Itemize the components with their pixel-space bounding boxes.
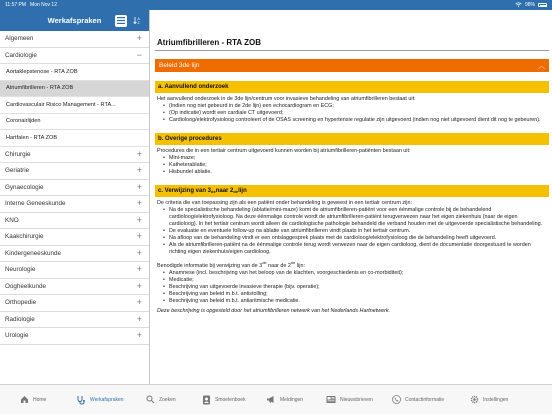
tab-werkafspraken[interactable] [76,385,146,414]
contacts-book-icon [202,395,211,405]
category-label: Kindergeneeskunde [5,249,62,257]
plus-icon: + [136,198,142,209]
tab-label: Instellingen [483,396,509,403]
subitem-label: Hartfalen - RTA ZOB [6,134,58,141]
tab-meldingen[interactable] [266,385,326,414]
category-cardiologie[interactable] [0,48,149,65]
plus-icon: + [136,297,142,308]
tab-home[interactable] [20,385,76,414]
list-item: • Na de specialistische behandeling (ablatie/mini-maze) komt de atriumfibrilleren-patiënt voor een éénmalige controle bij de behandelend cardioloog/elektrofysioloog. Na deze éénmalige controle wordt de atriumfibrilleren-patiënt terugverwezen naar het eigen ziekenhuis (naar de eigen cardioloog). In het tertiair centrum wordt alleen de cardiologische pathologie behandeld die verband houden met de uitgevoerde specialistische behandeling. [163,207,547,228]
category-radiologie[interactable] [0,312,149,329]
minus-icon: − [136,49,142,60]
tab-nieuwsbrieven[interactable] [326,385,392,414]
subsection-c-title-sup1: de [211,188,216,194]
list-item: • Na afloop van de behandeling vindt er een ontslaggesprek plaats met de cardioloog/elektrofysioloog die de behandeling heeft uitgevoerd. [163,235,547,242]
status-time: 11:57 PM [5,2,27,8]
category-label: Radiologie [5,315,35,323]
plus-icon: + [136,165,142,176]
plus-icon: + [136,330,142,341]
subsection-b-intro: Procedures die in een tertiair centrum uitgevoerd kunnen worden bij atriumfibrilleren-patiënten bestaan uit: [157,148,411,154]
tab-label: Nieuwsbrieven [340,396,373,403]
list-item: • De evaluatie en eventuele follow-up na ablatie van atriumfibrilleren vindt plaats in het tertiair centrum. [163,228,547,235]
category-label: Oogheelkunde [5,282,46,290]
plus-icon: + [136,313,142,324]
section-label: Beleid 3de lijn [159,62,200,69]
category-label: Gynaecologie [5,183,44,191]
subitem-coronairlijden[interactable] [0,114,149,131]
list-icon [117,17,125,24]
chevron-up-icon: ︿ [538,62,545,70]
subsection-c-info [155,256,549,270]
info-mid: naar de 2 [266,262,291,269]
list-item: • Hisbundel ablatie. [163,169,547,176]
list-item: • Medicatie; [163,277,547,284]
category-kindergeneeskunde[interactable] [0,246,149,263]
subsection-b-header: b. Overige procedures [155,133,549,145]
subitem-atriumfibrilleren[interactable] [0,81,149,98]
subsection-c-info-list [155,270,549,305]
plus-icon: + [136,181,142,192]
subitem-cardiovasculair-risico[interactable] [0,97,149,114]
subitem-label: Coronairlijden [6,118,41,125]
subitem-label: Cardiovasculair Risico Management - RTA... [6,101,116,108]
search-icon [146,395,155,404]
list-item: • (Op indicatie) wordt een cardiale CT uitgevoerd; [163,110,547,117]
category-label: Cardiologie [5,51,37,59]
battery-icon [538,3,547,7]
subsection-b-list [155,155,549,176]
svg-text:A: A [137,17,140,21]
category-geriatrie[interactable] [0,163,149,180]
subitem-aortaklepstenose[interactable] [0,64,149,81]
subsection-c-title-mid: naar 2 [215,188,234,194]
tab-instellingen[interactable] [470,385,530,414]
document-title: Atriumfibrilleren - RTA ZOB [155,36,549,51]
panel-header [0,10,149,31]
home-icon [20,395,29,404]
plus-icon: + [136,280,142,291]
category-label: Algemeen [5,35,34,43]
category-gynaecologie[interactable] [0,180,149,197]
sort-icon [133,16,142,25]
category-list [0,31,149,345]
list-item: • Mini-maze; [163,155,547,162]
category-urologie[interactable] [0,328,149,345]
stethoscope-icon [76,395,86,405]
list-item: • Als de atriumfibrilleren-patiënt na de éénmalige controle terug wordt verwezen naar de eigen cardioloog, dient de documentatie doorgestuurd te worden richting eigen ziekenhuis/eigen cardioloog. [163,242,547,256]
subsection-a-list [155,103,549,124]
wifi-icon [515,2,522,9]
list-view-button[interactable] [115,15,127,27]
category-label: Geriatrie [5,167,30,175]
info-sup2: de [290,260,296,265]
tab-label: Smoelenboek [215,396,246,403]
subsection-a-intro: Het aanvullend onderzoek in de 3de lijn/centrum voor invasieve behandeling van atriumfibrilleren bestaat uit: [157,96,416,102]
category-chirurgie[interactable] [0,147,149,164]
plus-icon: + [136,148,142,159]
subsection-c-title-pre: c. Verwijzing van 3 [158,188,212,194]
battery-percent: 98% [524,2,535,8]
category-label: Chirurgie [5,150,31,158]
gear-icon [470,395,479,404]
list-item: • Katheterablatie; [163,162,547,169]
category-panel [0,10,150,384]
tab-smoelenboek[interactable] [202,385,266,414]
tab-zoeken[interactable] [146,385,202,414]
category-neurologie[interactable] [0,262,149,279]
plus-icon: + [136,264,142,275]
category-orthopedie[interactable] [0,295,149,312]
category-algemeen[interactable] [0,31,149,48]
category-label: Urologie [5,332,29,340]
newsletter-icon [326,395,336,404]
category-label: KNO [5,216,19,224]
category-label: Neurologie [5,266,36,274]
sort-button[interactable] [131,15,143,27]
section-header[interactable] [155,59,549,72]
status-bar [0,0,552,10]
list-item: • Cardioloog/elektrofysioloog controleert of de OSAS screening en hypertensie regulatie zijn uitgevoerd (indien nog niet uitgevoerd dient dit nog te gebeuren). [163,117,547,124]
megaphone-icon [266,395,276,404]
category-label: Kaakchirurgie [5,233,44,241]
tab-label: Home [33,396,47,403]
subitem-label: Aortaklepstenose - RTA ZOB [6,68,78,75]
subsection-c-list [155,207,549,256]
plus-icon: + [136,231,142,242]
tab-label: Werkafspraken [90,396,124,403]
list-item: • Beschrijving van beleid m.b.t. antiaritmische medicatie. [163,298,547,305]
subsection-a-header: a. Aanvullend onderzoek [155,81,549,93]
info-post: lijn: [295,262,305,269]
plus-icon: + [136,247,142,258]
plus-icon: + [136,214,142,225]
list-item: • (Indien nog niet gebeurd in de 2de lijn) een echocardiogram en ECG; [163,103,547,110]
list-item: • Beschrijving van uitgevoerde invasieve therapie (bijv. operatie); [163,284,547,291]
document-view[interactable] [151,10,552,384]
subitem-label: Atriumfibrilleren - RTA ZOB [6,85,74,92]
category-kaakchirurgie[interactable] [0,229,149,246]
category-interne-geneeskunde[interactable] [0,196,149,213]
status-date: Mon Nov 12 [30,2,57,8]
phone-icon [392,395,401,404]
footer-note: Deze beschrijving is opgesteld door het atriumfibrilleren netwerk van het Nederlands Hartnetwerk. [157,307,391,314]
subsection-c-header [155,185,549,197]
subsection-c-title-post: lijn [238,188,247,194]
category-label: Interne Geneeskunde [5,200,66,208]
panel-title: Werkafspraken [47,16,102,25]
tab-label: Contactinformatie [405,396,445,403]
subsection-c-intro: De criteria die van toepassing zijn als een patiënt onder behandeling is geweest in een tertiair centrum zijn: [157,200,413,206]
info-sup1: de [262,260,267,265]
category-oogheelkunde[interactable] [0,279,149,296]
tab-label: Meldingen [280,396,304,403]
tab-bar [0,384,552,414]
category-label: Orthopedie [5,299,37,307]
tab-contactinformatie[interactable] [392,385,470,414]
info-pre: Benodigde informatie bij verwijzing van de 3 [157,262,263,269]
list-item: • Beschrijving van beleid m.b.t. antistolling; [163,291,547,298]
svg-text:Z: Z [137,21,140,25]
category-kno[interactable] [0,213,149,230]
list-item: • Anamnese (incl. beschrijving van het beloop van de klachten, voorgeschiedenis en co-morbiditeit); [163,270,547,277]
subsection-c-title-sup2: de [233,188,239,194]
plus-icon: + [136,33,142,44]
subitem-hartfalen[interactable] [0,130,149,147]
tab-label: Zoeken [159,396,176,403]
